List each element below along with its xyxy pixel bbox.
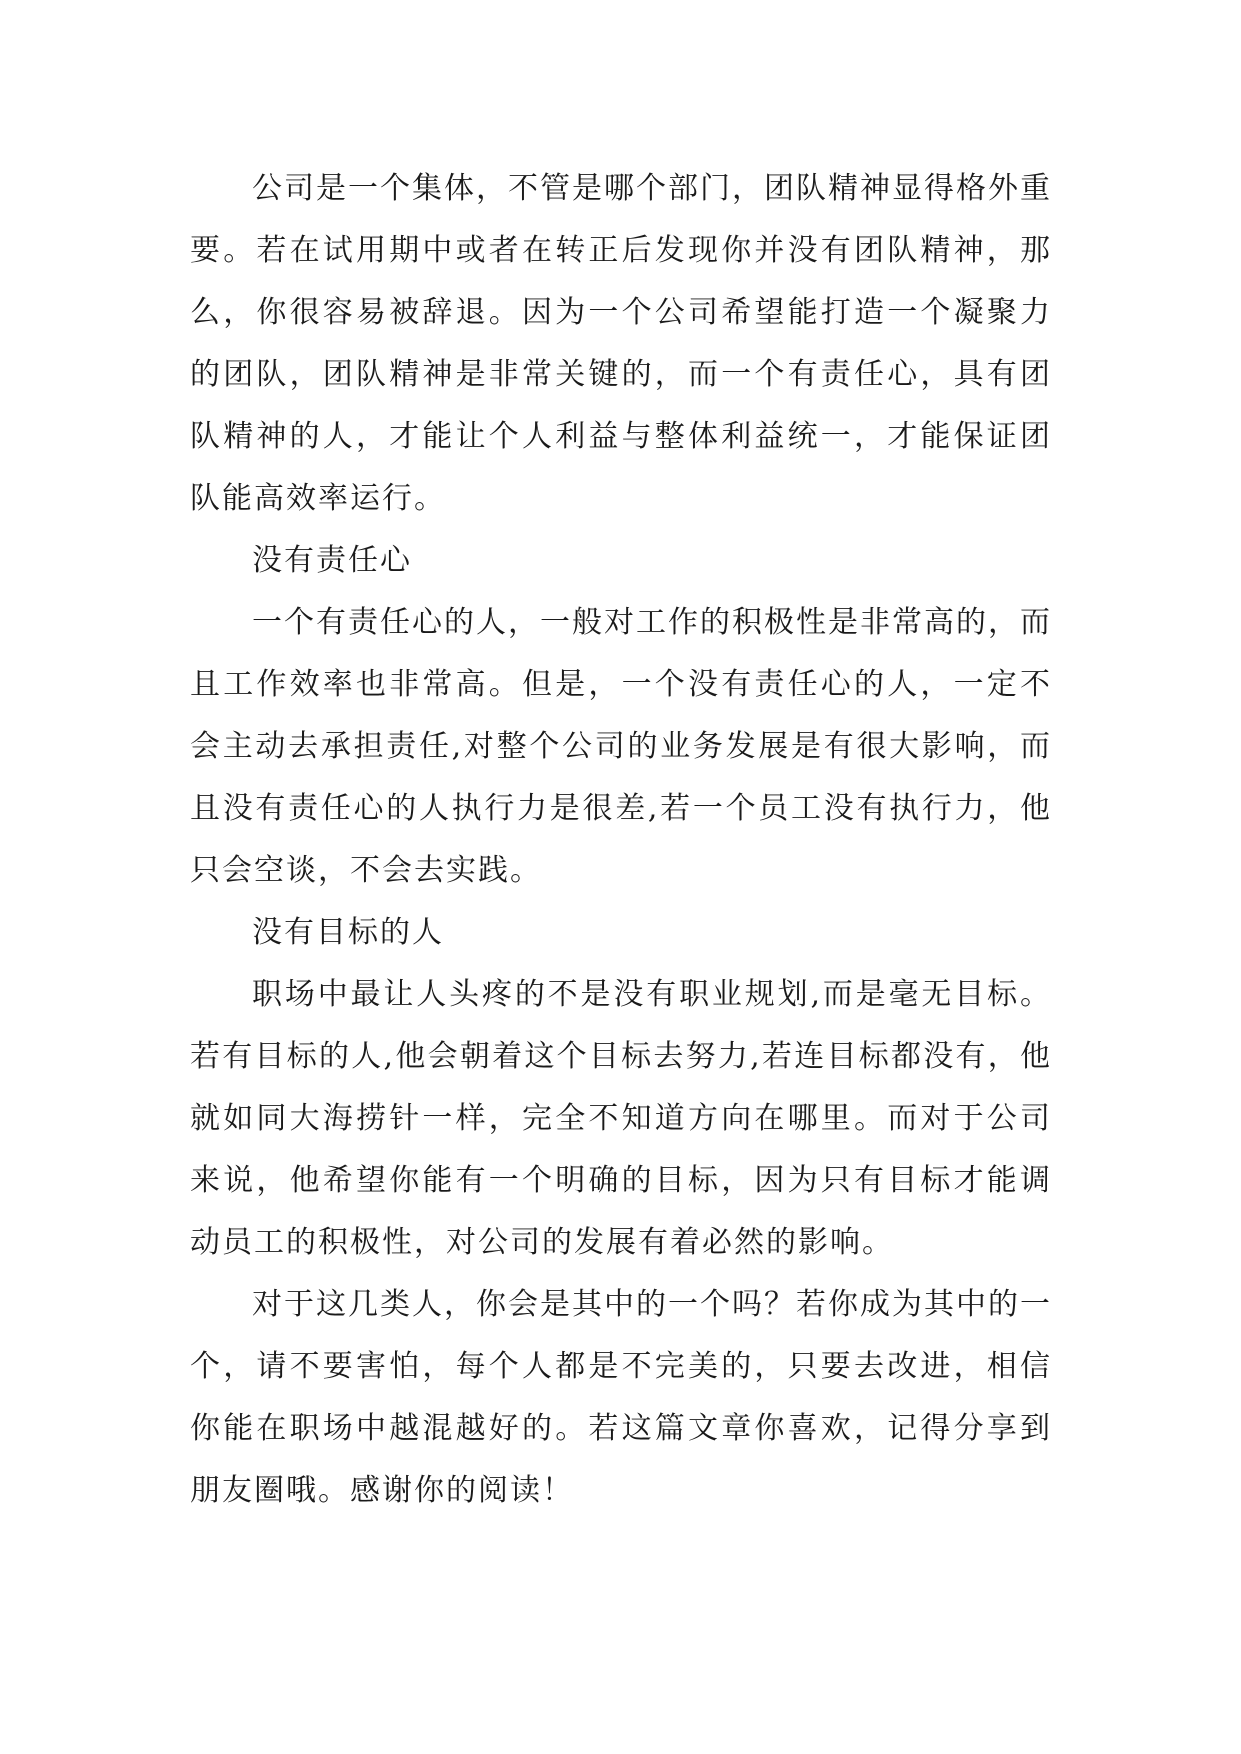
heading-no-goal: 没有目标的人 [252, 915, 444, 950]
document-body [190, 158, 1052, 1522]
paragraph-team-spirit: 公司是一个集体，不管是哪个部门，团队精神显得格外重要。若在试用期中或者在转正后发现你并没有团队精神，那么，你很容易被辞退。因为一个公司希望能打造一个凝聚力的团队，团队精神是非常关键的，而一个有责任心，具有团队精神的人，才能让个人利益与整体利益统一，才能保证团队能高效率运行。 [190, 171, 1052, 516]
paragraph-responsibility: 一个有责任心的人，一般对工作的积极性是非常高的，而且工作效率也非常高。但是，一个没有责任心的人，一定不会主动去承担责任,对整个公司的业务发展是有很大影响，而且没有责任心的人执行力是很差,若一个员工没有执行力，他只会空谈，不会去实践。 [190, 605, 1052, 888]
paragraph-goals: 职场中最让人头疼的不是没有职业规划,而是毫无目标。若有目标的人,他会朝着这个目标去努力,若连目标都没有，他就如同大海捞针一样，完全不知道方向在哪里。而对于公司来说，他希望你能有一个明确的目标，因为只有目标才能调动员工的积极性，对公司的发展有着必然的影响。 [190, 977, 1052, 1260]
paragraph-closing: 对于这几类人，你会是其中的一个吗？若你成为其中的一个，请不要害怕，每个人都是不完美的，只要去改进，相信你能在职场中越混越好的。若这篇文章你喜欢，记得分享到朋友圈哦。感谢你的阅读！ [190, 1287, 1052, 1508]
heading-no-responsibility: 没有责任心 [252, 543, 412, 578]
